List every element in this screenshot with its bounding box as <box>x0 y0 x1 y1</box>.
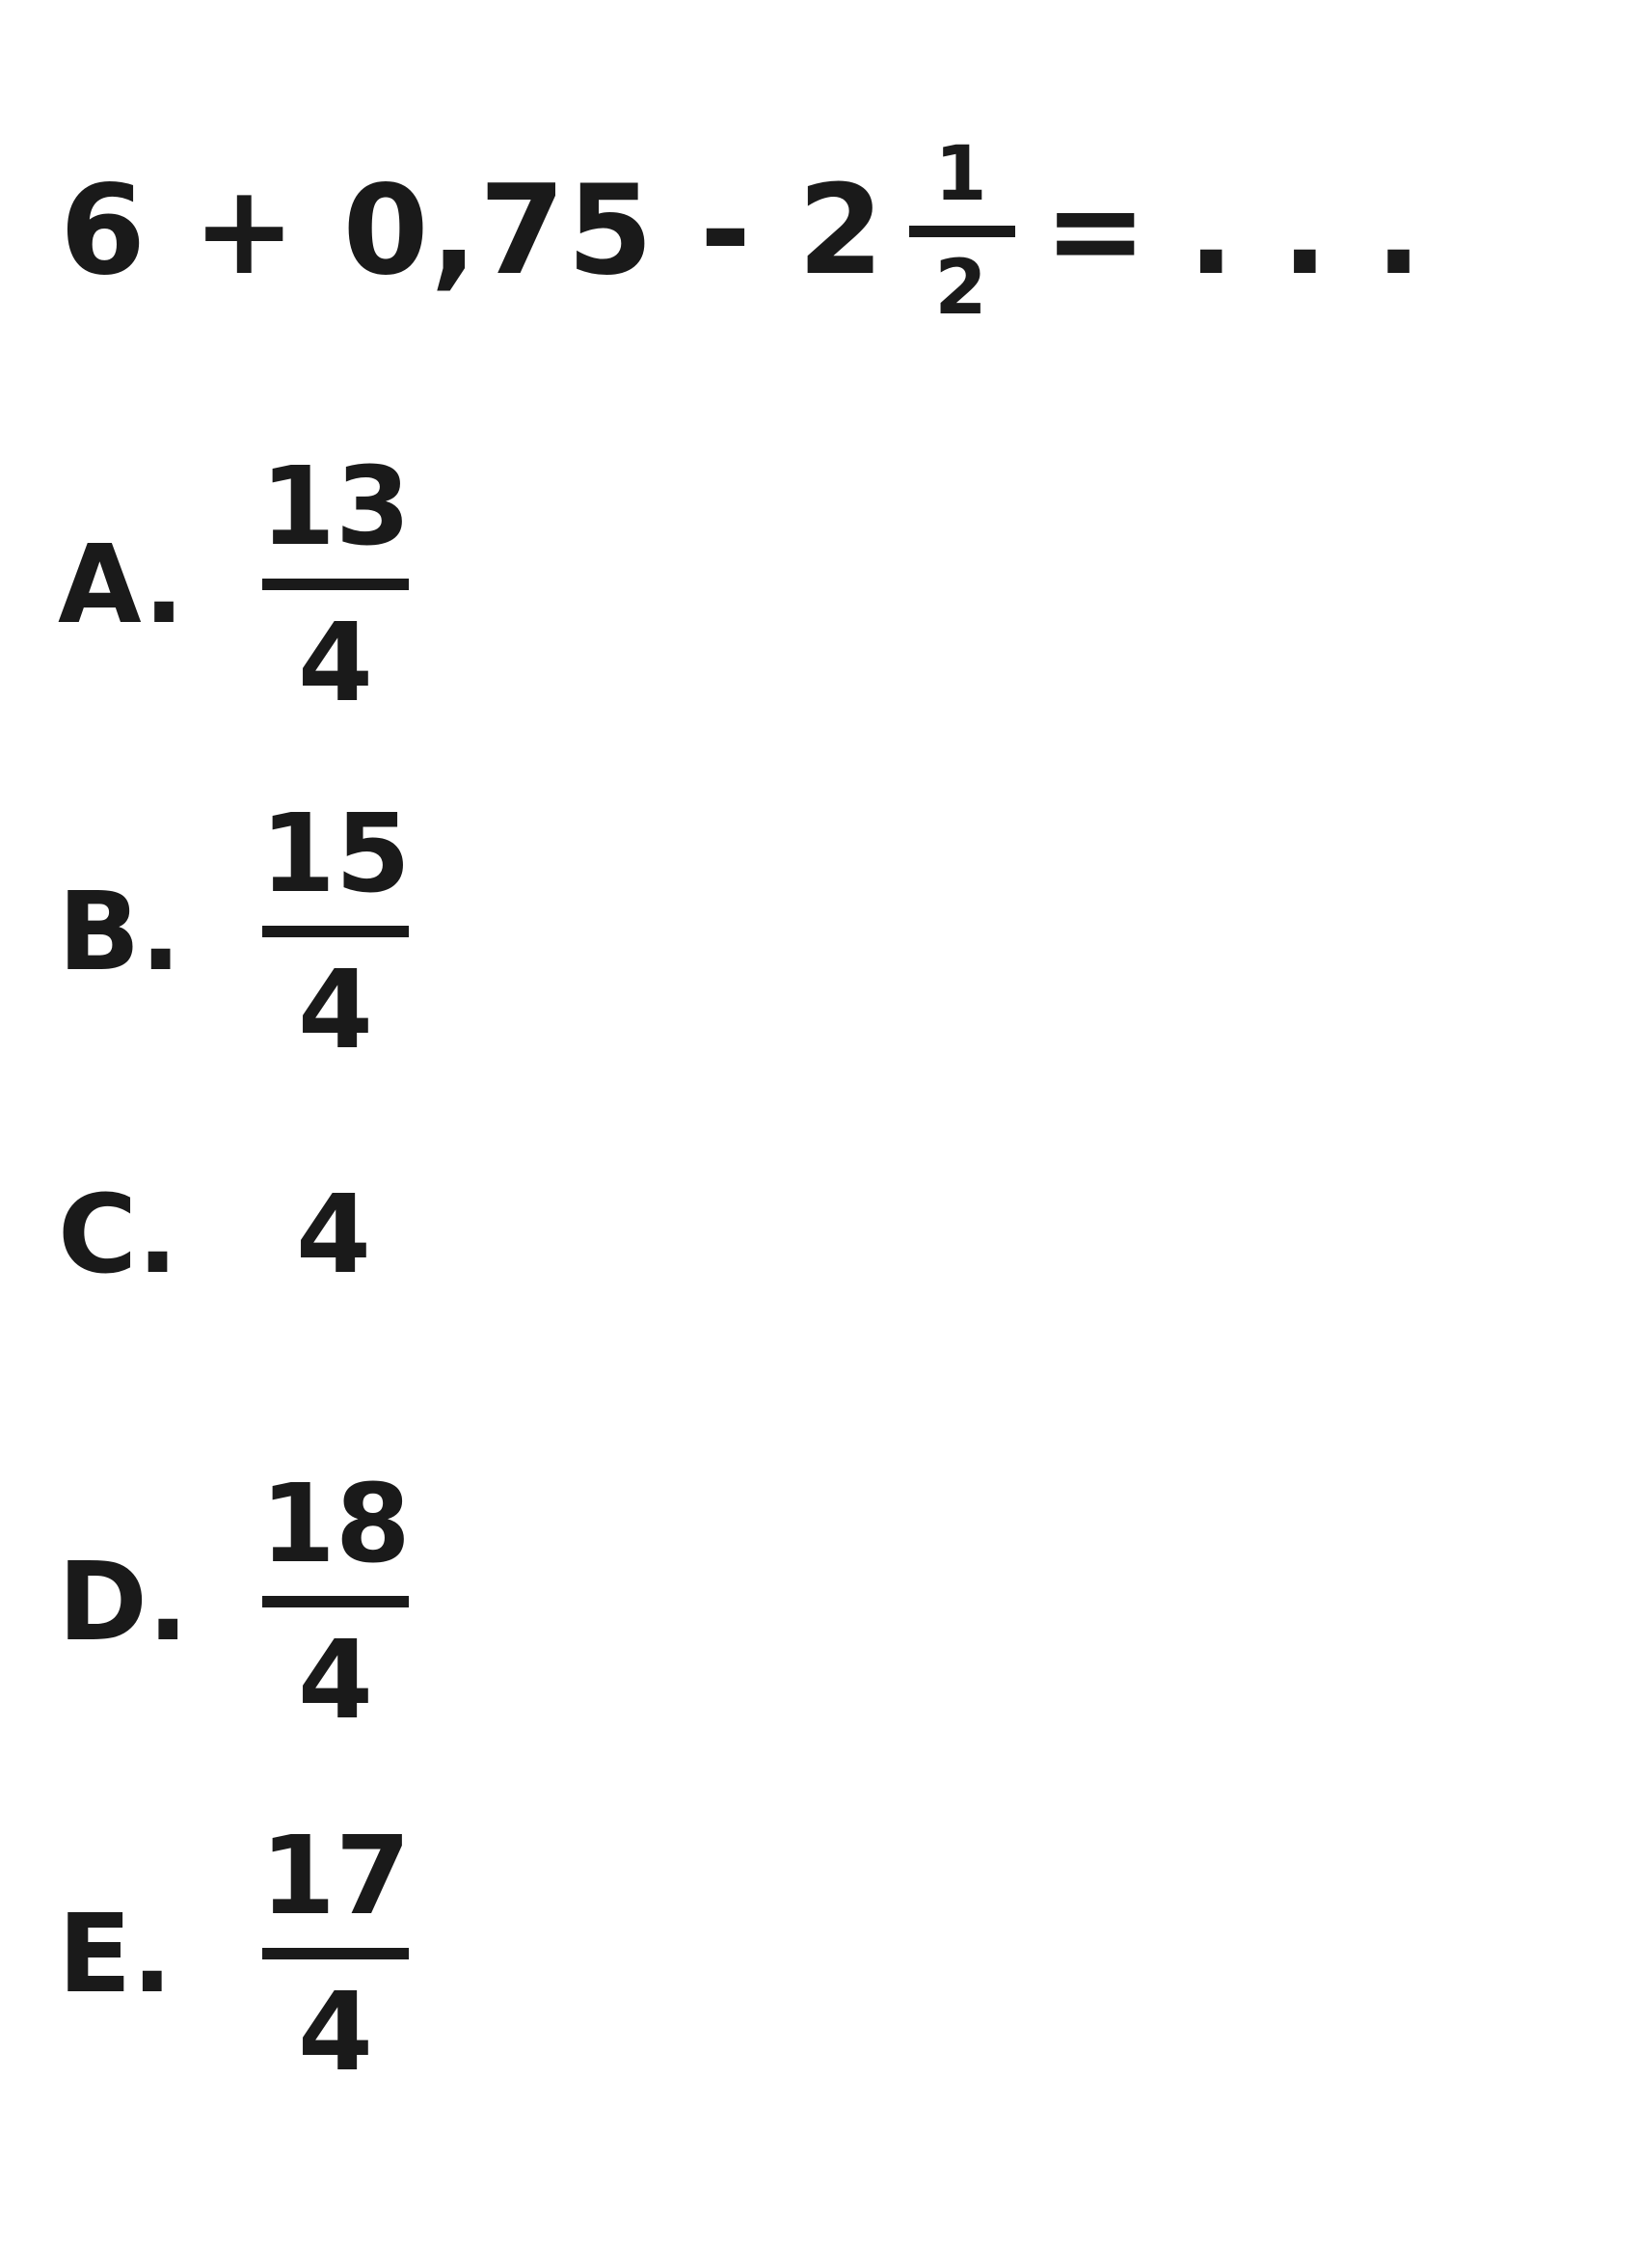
option-e-denominator: 4 <box>297 1970 373 2095</box>
question-fraction-numerator: 1 <box>934 131 989 218</box>
option-b-fraction <box>260 792 411 1073</box>
fraction-bar <box>909 226 1015 237</box>
fraction-bar <box>262 579 409 590</box>
option-e-letter: E. <box>58 1892 174 2017</box>
question <box>60 116 1424 347</box>
option-a-fraction <box>260 445 411 726</box>
option-e[interactable] <box>58 1814 411 2095</box>
option-b-denominator: 4 <box>297 948 373 1073</box>
question-fraction-denominator: 2 <box>934 245 989 332</box>
question-fraction <box>909 131 1015 332</box>
option-c-value: 4 <box>296 1173 371 1298</box>
question-expression: 6 + 0,75 - 2 <box>60 159 886 303</box>
option-e-fraction <box>260 1814 411 2095</box>
option-c[interactable] <box>58 1173 407 1298</box>
option-d-fraction <box>260 1462 411 1743</box>
option-a-letter: A. <box>58 523 185 648</box>
question-equals: = <box>1043 159 1149 303</box>
fraction-bar <box>262 1596 409 1607</box>
option-b-letter: B. <box>58 870 181 995</box>
option-b[interactable] <box>58 792 411 1073</box>
question-ellipsis: . . . <box>1187 159 1424 303</box>
fraction-bar <box>262 1948 409 1959</box>
option-b-numerator: 15 <box>260 792 411 917</box>
option-c-letter: C. <box>58 1173 178 1298</box>
option-d-numerator: 18 <box>260 1462 411 1587</box>
option-d-denominator: 4 <box>297 1618 373 1743</box>
option-e-numerator: 17 <box>260 1814 411 1939</box>
option-a[interactable] <box>58 445 411 726</box>
option-d-letter: D. <box>58 1540 189 1665</box>
option-d[interactable] <box>58 1462 411 1743</box>
option-a-denominator: 4 <box>297 601 373 726</box>
fraction-bar <box>262 926 409 937</box>
option-a-numerator: 13 <box>260 445 411 570</box>
